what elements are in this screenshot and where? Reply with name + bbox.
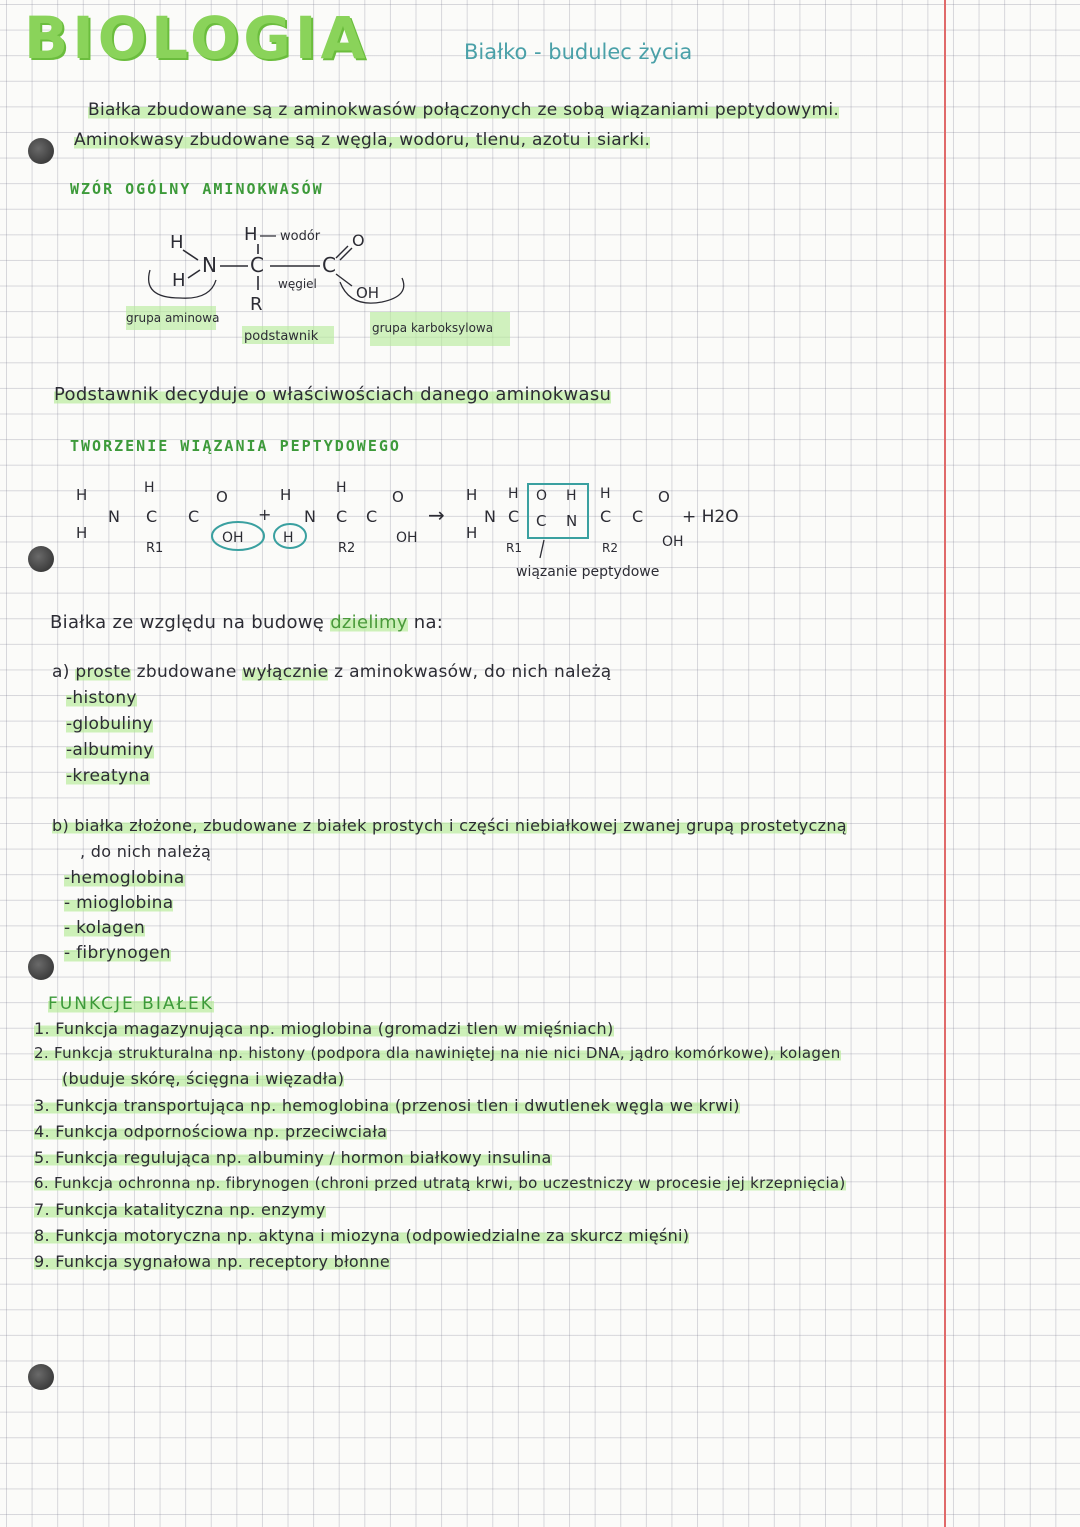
formula-h-bottom-left: H bbox=[172, 270, 186, 291]
heading-general-formula: WZÓR OGÓLNY AMINOKWASÓW bbox=[70, 180, 324, 198]
note-substituent bbox=[54, 384, 611, 405]
simple-item-text: -albuminy bbox=[66, 740, 154, 760]
rx-r2: R2 bbox=[338, 541, 356, 556]
rx-p-c1: C bbox=[508, 507, 520, 526]
rx-arrow: → bbox=[428, 503, 445, 527]
functions-heading-text: FUNKCJE BIAŁEK bbox=[48, 994, 214, 1014]
simple-proteins-line bbox=[52, 662, 612, 682]
function-item-text: 8. Funkcja motoryczna np. aktyna i miozyna (odpowiedzialne za skurcz mięśni) bbox=[34, 1226, 690, 1245]
peptide-bond-reaction bbox=[70, 478, 790, 588]
function-item bbox=[34, 1096, 740, 1115]
simple-item bbox=[66, 766, 150, 786]
rx-r1: R1 bbox=[146, 541, 164, 556]
rx-h-c3: H bbox=[336, 480, 347, 496]
function-item bbox=[34, 1252, 390, 1271]
function-item bbox=[34, 1044, 841, 1062]
formula-label-grupa-aminowa: grupa aminowa bbox=[126, 311, 220, 325]
complex-item bbox=[64, 918, 145, 938]
rx-p-h2: H bbox=[466, 524, 478, 542]
rx-p-n1: N bbox=[484, 507, 496, 526]
rx-n1: N bbox=[108, 507, 120, 526]
formula-c-carboxyl: C bbox=[322, 253, 336, 277]
rx-p-o: O bbox=[536, 488, 548, 504]
rx-p-h1: H bbox=[466, 486, 478, 504]
rx-p-c4: C bbox=[632, 507, 644, 526]
simple-item-text: -globuliny bbox=[66, 714, 153, 734]
intro-line-1-text: Białka zbudowane są z aminokwasów połączonych ze sobą wiązaniami peptydowymi. bbox=[88, 100, 840, 120]
rx-h4: H bbox=[283, 530, 294, 546]
function-item-text: 7. Funkcja katalityczna np. enzymy bbox=[34, 1200, 326, 1219]
function-item-text: (buduje skórę, ścięgna i więzadła) bbox=[62, 1069, 345, 1088]
rx-p-h-n: H bbox=[566, 488, 577, 504]
complex-item-text: -hemoglobina bbox=[64, 868, 185, 888]
rx-oh1: OH bbox=[222, 530, 244, 546]
function-item bbox=[34, 1019, 614, 1038]
simple-highlight-wylacznie: wyłącznie bbox=[242, 662, 329, 682]
simple-suffix: z aminokwasów, do nich należą bbox=[328, 662, 612, 682]
function-item bbox=[34, 1226, 689, 1245]
intro-line-2-text: Aminokwasy zbudowane są z węgla, wodoru, tlenu, azotu i siarki. bbox=[74, 130, 651, 150]
simple-item bbox=[66, 688, 137, 708]
binder-hole bbox=[28, 138, 54, 164]
formula-h-top: H bbox=[244, 224, 258, 245]
page-subtitle: Białko - budulec życia bbox=[464, 40, 693, 64]
margin-line bbox=[944, 0, 946, 1527]
rx-c4: C bbox=[366, 507, 378, 526]
function-item bbox=[34, 1174, 846, 1192]
intro-line-1 bbox=[88, 100, 839, 120]
rx-p-r2: R2 bbox=[602, 541, 618, 555]
complex-item-text: - fibrynogen bbox=[64, 943, 171, 963]
simple-prefix: a) bbox=[52, 662, 76, 682]
rx-plus: + bbox=[258, 505, 272, 524]
rx-o1: O bbox=[216, 488, 228, 506]
function-item bbox=[34, 1122, 387, 1141]
function-item-text: 1. Funkcja magazynująca np. mioglobina (gromadzi tlen w mięśniach) bbox=[34, 1019, 614, 1038]
simple-item-text: -histony bbox=[66, 688, 137, 708]
function-item bbox=[34, 1200, 326, 1219]
formula-label-podstawnik: podstawnik bbox=[244, 329, 319, 344]
function-item bbox=[62, 1069, 344, 1088]
function-item-text: 4. Funkcja odpornościowa np. przeciwciała bbox=[34, 1122, 388, 1141]
rx-p-o2: O bbox=[658, 488, 670, 506]
rx-h3: H bbox=[280, 486, 292, 504]
binder-hole bbox=[28, 546, 54, 572]
complex-proteins-line-2: , do nich należą bbox=[80, 842, 212, 861]
rx-p-h-c3: H bbox=[600, 486, 611, 502]
formula-n: N bbox=[202, 253, 217, 277]
simple-highlight-proste: proste bbox=[75, 662, 131, 682]
complex-line-1: b) białka złożone, zbudowane z białek prostych i części niebiałkowej zwanej grupą prostetyczną bbox=[52, 816, 847, 835]
rx-p-c2: C bbox=[536, 512, 547, 530]
rx-c1: C bbox=[146, 507, 158, 526]
formula-c-alpha: C bbox=[250, 253, 264, 277]
intro-line-2 bbox=[74, 130, 650, 150]
formula-o: O bbox=[352, 231, 365, 250]
rx-p-oh: OH bbox=[662, 534, 684, 550]
rx-h2: H bbox=[76, 524, 88, 542]
simple-item bbox=[66, 740, 154, 760]
rx-h1: H bbox=[76, 486, 88, 504]
rx-oh2: OH bbox=[396, 530, 418, 546]
complex-proteins-line bbox=[52, 816, 847, 835]
formula-oh: OH bbox=[356, 284, 380, 302]
functions-heading bbox=[48, 994, 214, 1014]
division-intro-highlight: dzielimy bbox=[330, 612, 408, 633]
complex-item bbox=[64, 893, 173, 913]
rx-p-h-c1: H bbox=[508, 486, 519, 502]
rx-water: + H2O bbox=[682, 507, 739, 527]
formula-label-wodor: wodór bbox=[280, 229, 321, 244]
function-item-text: 9. Funkcja sygnałowa np. receptory błonne bbox=[34, 1252, 391, 1271]
rx-c3: C bbox=[336, 507, 348, 526]
simple-middle: zbudowane bbox=[130, 662, 243, 682]
binder-hole bbox=[28, 1364, 54, 1390]
division-intro-after: na: bbox=[407, 612, 444, 633]
simple-item-text: -kreatyna bbox=[66, 766, 151, 786]
heading-peptide-bond: TWORZENIE WIĄZANIA PEPTYDOWEGO bbox=[70, 437, 401, 455]
rx-p-r1: R1 bbox=[506, 541, 522, 555]
complex-item bbox=[64, 868, 185, 888]
function-item-text: 3. Funkcja transportująca np. hemoglobina (przenosi tlen i dwutlenek węgla we krwi) bbox=[34, 1096, 740, 1115]
rx-n2: N bbox=[304, 507, 316, 526]
rx-p-n2: N bbox=[566, 512, 578, 530]
rx-p-c3: C bbox=[600, 507, 612, 526]
formula-label-grupa-karboksylowa: grupa karboksylowa bbox=[372, 321, 494, 335]
page-title: BIOLOGIA bbox=[24, 4, 370, 72]
division-intro bbox=[50, 612, 443, 633]
rx-h-c1: H bbox=[144, 480, 155, 496]
rx-o2: O bbox=[392, 488, 404, 506]
simple-item bbox=[66, 714, 153, 734]
binder-hole bbox=[28, 954, 54, 980]
function-item bbox=[34, 1148, 552, 1167]
note-substituent-text: Podstawnik decyduje o właściwościach danego aminokwasu bbox=[54, 384, 612, 405]
amino-acid-formula bbox=[120, 220, 520, 350]
formula-r: R bbox=[250, 294, 263, 315]
formula-h-top-left: H bbox=[170, 232, 184, 253]
rx-c2: C bbox=[188, 507, 200, 526]
division-intro-before: Białka ze względu na budowę bbox=[50, 612, 331, 633]
function-item-text: 5. Funkcja regulująca np. albuminy / hormon białkowy insulina bbox=[34, 1148, 552, 1167]
rx-bond-label: wiązanie peptydowe bbox=[516, 564, 660, 580]
function-item-text: 6. Funkcja ochronna np. fibrynogen (chroni przed utratą krwi, bo uczestniczy w procesie jej krzepnięcia) bbox=[34, 1174, 846, 1192]
complex-item-text: - kolagen bbox=[64, 918, 146, 938]
formula-label-wegiel: węgiel bbox=[278, 277, 317, 291]
complex-item-text: - mioglobina bbox=[64, 893, 174, 913]
complex-item bbox=[64, 943, 171, 963]
function-item-text: 2. Funkcja strukturalna np. histony (podpora dla nawiniętej na nie nici DNA, jądro komórkowe), kolagen bbox=[34, 1044, 841, 1062]
